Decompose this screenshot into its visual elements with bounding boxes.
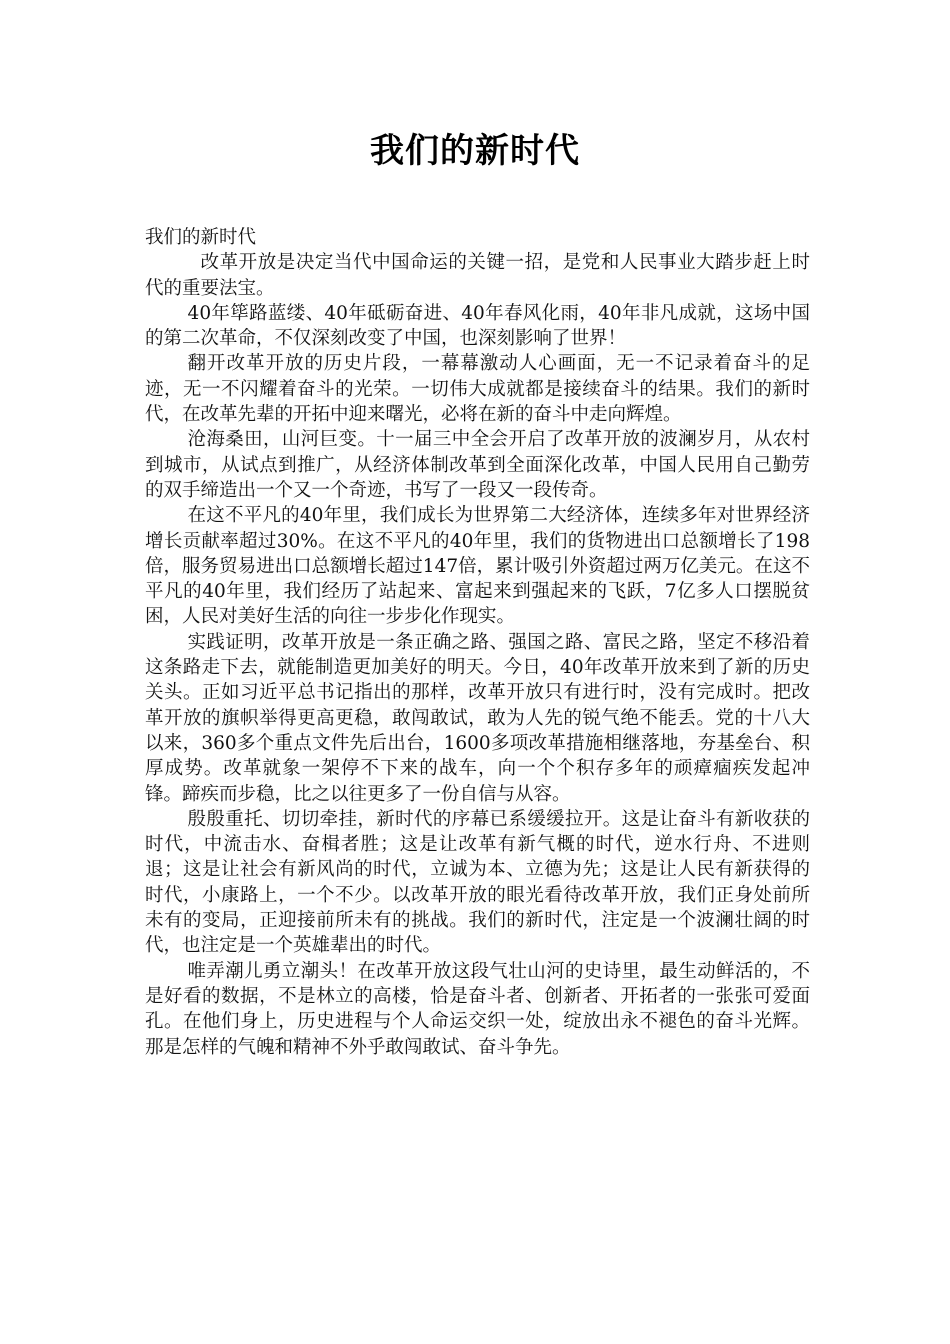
paragraph: 实践证明，改革开放是一条正确之路、强国之路、富民之路，坚定不移沿着这条路走下去，就能制造更加美好的明天。今日，40年改革开放来到了新的历史关头。正如习近平总书记指出的那样，改革开放只有进行时，没有完成时。把改革开放的旗帜举得更高更稳，敢闯敢试，敢为人先的锐气绝不能丢。党的十八大以来，360多个重点文件先后出台，1600多项改革措施相继落地，夯基垒台、积厚成势。改革就象一架停不下来的战车，向一个个积存多年的顽瘴痼疾发起冲锋。蹄疾而步稳，比之以往更多了一份自信与从容。: [145, 631, 810, 805]
paragraph: 唯弄潮儿勇立潮头！在改革开放这段气壮山河的史诗里，最生动鲜活的，不是好看的数据，不是林立的高楼，恰是奋斗者、创新者、开拓者的一张张可爱面孔。在他们身上，历史进程与个人命运交织一处，绽放出永不褪色的奋斗光辉。那是怎样的气魄和精神不外乎敢闯敢试、奋斗争先。: [145, 960, 810, 1058]
document-subtitle: 我们的新时代: [145, 227, 257, 248]
paragraph: 在这不平凡的40年里，我们成长为世界第二大经济体，连续多年对世界经济增长贡献率超过30%。在这不平凡的40年里，我们的货物进出口总额增长了198倍，服务贸易进出口总额增长超过147倍，累计吸引外资超过两万亿美元。在这不平凡的40年里，我们经历了站起来、富起来到强起来的飞跃，7亿多人口摆脱贫困，人民对美好生活的向往一步步化作现实。: [145, 505, 810, 628]
document-body: [145, 225, 810, 1060]
paragraph: 改革开放是决定当代中国命运的关键一招，是党和人民事业大踏步赶上时代的重要法宝。: [145, 252, 810, 299]
document-title: 我们的新时代: [370, 131, 580, 171]
paragraph: 沧海桑田，山河巨变。十一届三中全会开启了改革开放的波澜岁月，从农村到城市，从试点到推广，从经济体制改革到全面深化改革，中国人民用自己勤劳的双手缔造出一个又一个奇迹，书写了一段又一段传奇。: [145, 429, 810, 501]
paragraph: 殷殷重托、切切牵挂，新时代的序幕已系缓缓拉开。这是让奋斗有新收获的时代，中流击水、奋楫者胜；这是让改革有新气概的时代，逆水行舟、不进则退；这是让社会有新风尚的时代，立诚为本、立德为先；这是让人民有新获得的时代，小康路上，一个不少。以改革开放的眼光看待改革开放，我们正身处前所未有的变局，正迎接前所未有的挑战。我们的新时代，注定是一个波澜壮阔的时代，也注定是一个英雄辈出的时代。: [145, 808, 810, 957]
paragraph: 40年筚路蓝缕、40年砥砺奋进、40年春风化雨，40年非凡成就，这场中国的第二次革命，不仅深刻改变了中国，也深刻影响了世界！: [145, 302, 810, 350]
paragraph: 翻开改革开放的历史片段，一幕幕激动人心画面，无一不记录着奋斗的足迹，无一不闪耀着奋斗的光荣。一切伟大成就都是接续奋斗的结果。我们的新时代，在改革先辈的开拓中迎来曙光，必将在新的奋斗中走向辉煌。: [145, 353, 810, 426]
